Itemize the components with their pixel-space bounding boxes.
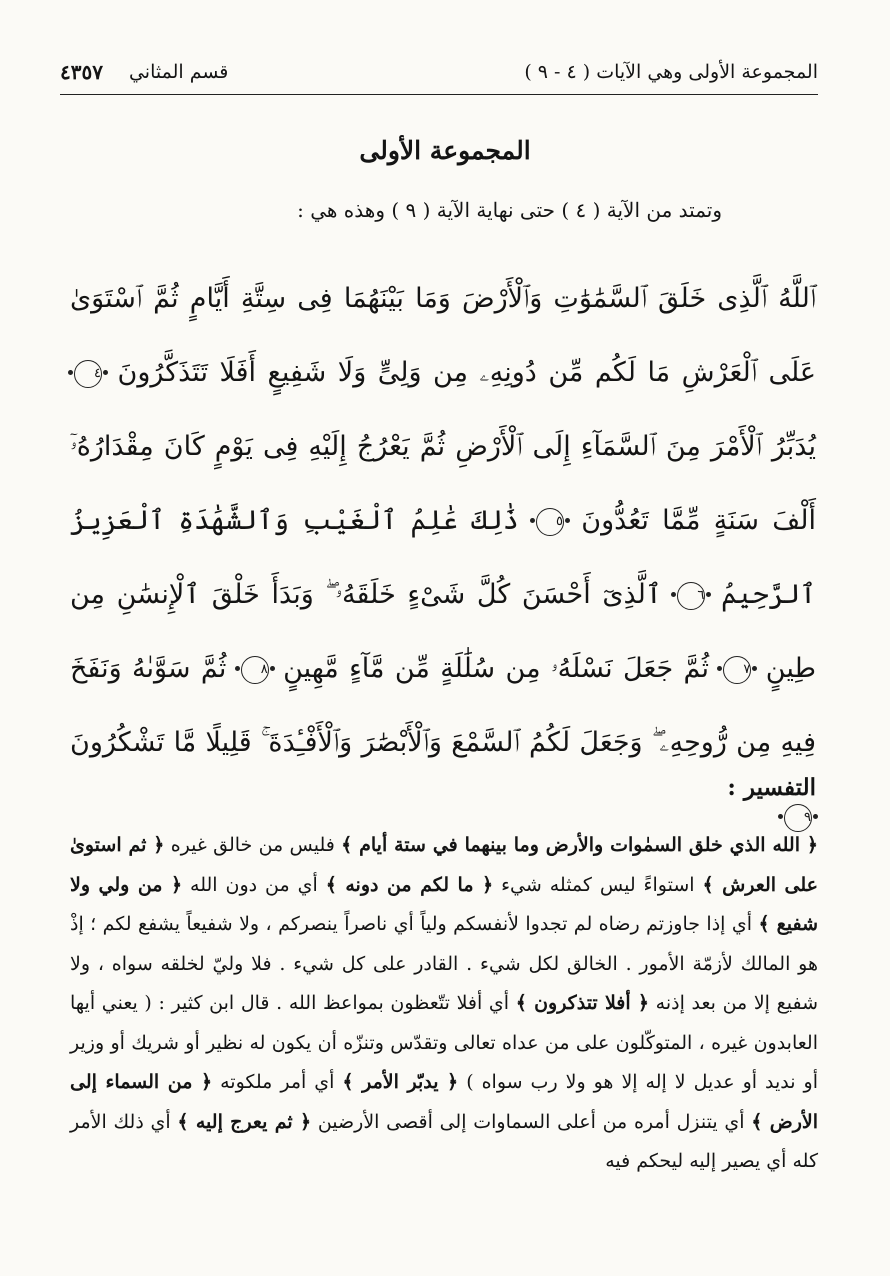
quoted-verse: ﴿ أفلا تتذكرون ﴾ xyxy=(515,992,649,1014)
verse-text: ثُمَّ سَوَّىٰهُ وَنَفَخَ فِيهِ مِن رُّوحِهِۦ ۖ وَجَعَلَ لَكُمُ ٱلسَّمْعَ وَٱلْأَبْصَٰرَ وَٱلْأَفْـِٔدَةَ ۚ قَلِيلًا مَّا تَشْكُرُونَ xyxy=(70,653,816,758)
verse-text: يُدَبِّرُ ٱلْأَمْرَ مِنَ ٱلسَّمَآءِ إِلَى ٱلْأَرْضِ ثُمَّ يَعْرُجُ إِلَيْهِ فِى يَوْمٍ كَانَ مِقْدَارُهُۥٓ أَلْفَ سَنَةٍ مِّمَّا تَعُدُّونَ xyxy=(70,431,816,536)
tafsir-heading: التفسير : xyxy=(727,774,816,801)
verse-number-marker: ٦ xyxy=(677,582,705,610)
header-left xyxy=(60,60,228,84)
verse-text: ذَٰلِكَ عَٰلِمُ ٱلْغَيْبِ وَٱلشَّهَٰدَةِ ٱلْعَزِيزُ ٱلرَّحِيمُ xyxy=(70,505,816,610)
verse-number-marker: ٥ xyxy=(536,508,564,536)
verse-text: ٱللَّهُ ٱلَّذِى خَلَقَ ٱلسَّمَٰوَٰتِ وَٱلْأَرْضَ وَمَا بَيْنَهُمَا فِى سِتَّةِ أَيَّامٍ ثُمَّ ٱسْتَوَىٰ عَلَى ٱلْعَرْشِ مَا لَكُم مِّن دُونِهِۦ مِن وَلِىٍّ وَلَا شَفِيعٍ أَفَلَا تَتَذَكَّرُونَ xyxy=(70,283,816,388)
section-title: المجموعة الأولى xyxy=(359,136,531,165)
commentary-text: أي من دون الله xyxy=(182,873,326,896)
running-header xyxy=(60,50,818,95)
quoted-verse: ﴿ يدبّر الأمر ﴾ xyxy=(342,1071,459,1093)
tafsir-commentary xyxy=(70,826,818,1182)
quoted-verse: ﴿ من السماء إلى الأرض ﴾ xyxy=(70,1071,818,1133)
verse-number-marker: ٨ xyxy=(241,656,269,684)
commentary-text: فليس من خالق غيره xyxy=(164,834,342,856)
verse-text: ثُمَّ جَعَلَ نَسْلَهُۥ مِن سُلَٰلَةٍ مِّن مَّآءٍ مَّهِينٍ xyxy=(283,653,710,684)
commentary-text: أي ذلك الأمر كله أي يصير إليه ليحكم فيه xyxy=(70,1110,818,1172)
intro-text: وتمتد من الآية ( ٤ ) حتى نهاية الآية ( ٩ ) وهذه هي : xyxy=(297,198,722,222)
chapter-title: المجموعة الأولى وهي الآيات ( ٤ - ٩ ) xyxy=(524,61,818,83)
commentary-text: أي أمر ملكوته xyxy=(212,1071,343,1093)
verse-text: ٱلَّذِىٓ أَحْسَنَ كُلَّ شَىْءٍ خَلَقَهُۥ ۖ وَبَدَأَ خَلْقَ ٱلْإِنسَٰنِ مِن طِينٍ xyxy=(70,579,816,684)
commentary-text: أي إذا جاوزتم رضاه لم تجدوا لأنفسكم ولياً أي ناصراً ينصركم ، ولا شفيعاً يشفع لكم ؛ إذْ هو المالك لأزمّة الأمور . الخالق لكل شيء . القادر على كل شيء . فلا وليّ لخلقه سواه ، ولا شفيع إلا من بعد إذنه xyxy=(70,913,818,1014)
quoted-verse: ﴿ ثم يعرج إليه ﴾ xyxy=(177,1110,312,1133)
quoted-verse: ﴿ ثم استوىٰ على العرش ﴾ xyxy=(70,834,818,896)
verse-number-marker: ٤ xyxy=(74,360,102,388)
commentary-text: أي يتنزل أمره من أعلى السماوات إلى أقصى الأرضين xyxy=(311,1110,752,1133)
verse-number-marker: ٩ xyxy=(784,804,812,832)
commentary-text: استواءً ليس كمثله شيء xyxy=(493,873,703,896)
page-number: ٤٣٥٧ xyxy=(60,60,103,84)
verse-number-marker: ٧ xyxy=(723,656,751,684)
quoted-verse: ﴿ من ولي ولا شفيع ﴾ xyxy=(70,873,818,935)
quoted-verse: ﴿ ما لكم من دونه ﴾ xyxy=(325,873,494,896)
quran-verses xyxy=(70,262,816,854)
quoted-verse: ﴿ الله الذي خلق السمٰوات والأرض وما بينهما في ستة أيام ﴾ xyxy=(341,834,818,856)
section-name: قسم المثاني xyxy=(128,61,229,83)
commentary-text: أي أفلا تتّعظون بمواعظ الله . قال ابن كثير : ( يعني أيها العابدون غيره ، المتوكّلون على من عداه تعالى وتقدّس وتنزّه أن يكون له نظير أو شريك أو وزير أو نديد أو عديل لا إله إلا هو ولا رب سواه ) xyxy=(70,992,819,1093)
